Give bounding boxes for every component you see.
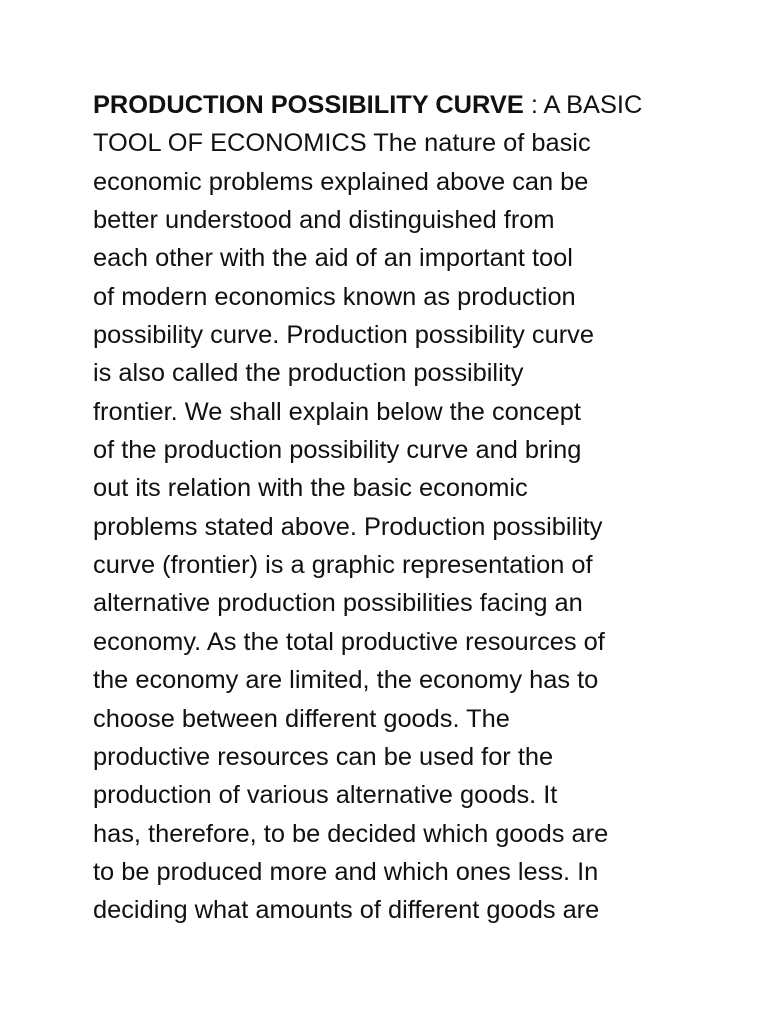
text-line-15: economy. As the total productive resources of <box>93 627 605 656</box>
text-line-14: alternative production possibilities facing an <box>93 589 583 618</box>
text-line-13: curve (frontier) is a graphic representation of <box>93 551 593 580</box>
text-line-2: TOOL OF ECONOMICS The nature of basic <box>93 129 591 158</box>
text-line-21: to be produced more and which ones less. In <box>93 857 599 886</box>
text-line-19: production of various alternative goods. It <box>93 781 558 810</box>
heading-suffix: : A BASIC <box>523 91 643 119</box>
text-line-18: productive resources can be used for the <box>93 742 554 771</box>
text-line-3: economic problems explained above can be <box>93 167 589 196</box>
text-line-22: deciding what amounts of different goods are <box>93 896 600 925</box>
text-line-4: better understood and distinguished from <box>93 206 555 235</box>
text-line-5: each other with the aid of an important tool <box>93 244 573 273</box>
text-line-6: of modern economics known as production <box>93 282 576 311</box>
heading: PRODUCTION POSSIBILITY CURVE <box>93 91 524 119</box>
text-line-9: frontier. We shall explain below the concept <box>93 397 581 426</box>
text-line-16: the economy are limited, the economy has to <box>93 666 599 695</box>
text-line-8: is also called the production possibility <box>93 359 524 388</box>
text-line-7: possibility curve. Production possibility curve <box>93 321 594 350</box>
body-text <box>93 86 683 930</box>
text-line-10: of the production possibility curve and bring <box>93 436 582 465</box>
text-line-20: has, therefore, to be decided which goods are <box>93 819 609 848</box>
text-line-12: problems stated above. Production possibility <box>93 512 603 541</box>
text-line-17: choose between different goods. The <box>93 704 510 733</box>
text-line-1 <box>93 86 683 124</box>
text-line-11: out its relation with the basic economic <box>93 474 528 503</box>
